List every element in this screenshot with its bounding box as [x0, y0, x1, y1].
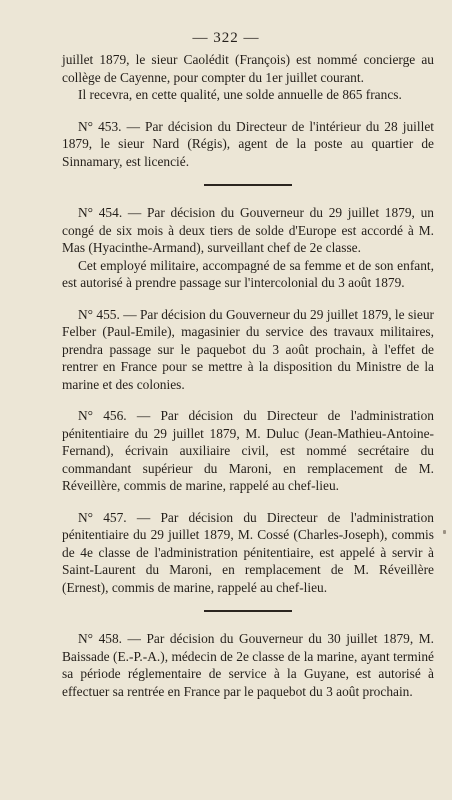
section-divider	[204, 184, 292, 186]
entry-continuation	[62, 51, 434, 104]
entry-paragraph: N° 455. — Par décision du Gouverneur du 29 juillet 1879, le sieur Felber (Paul-Emile), magasinier du service des travaux militaires, prendra passage sur le paquebot du 3 août prochain, à l'effet de rentrer en France pour se mettre à la disposition du Ministre de la marine et des colonies.	[62, 306, 434, 392]
entry-paragraph: N° 456. — Par décision du Directeur de l'administration pénitentiaire du 29 juillet 1879, M. Duluc (Jean-Mathieu-Antoine-Fernand), écrivain auxiliaire civil, est nommé secrétaire du commandant supérieur du Maroni, en remplacement de M. Réveillère, commis de marine, rappelé au chef-lieu.	[62, 408, 434, 493]
section-divider	[204, 610, 292, 612]
entry-456	[62, 407, 434, 495]
document-body	[62, 51, 434, 700]
entry-454	[62, 204, 434, 292]
entry-457	[62, 509, 434, 597]
entry-paragraph: N° 458. — Par décision du Gouverneur du 30 juillet 1879, M. Baissade (E.-P.-A.), médecin de 2e classe de la marine, ayant terminé sa période réglementaire de service à la Guyane, est autorisé à effectuer sa rentrée en France par le paquebot du 3 août prochain.	[62, 631, 434, 699]
page-edge-mark	[443, 530, 446, 534]
entry-453	[62, 118, 434, 171]
entry-paragraph: N° 457. — Par décision du Directeur de l'administration pénitentiaire du 29 juillet 1879, M. Cossé (Charles-Joseph), commis de 4e classe de l'administration pénitentiaire, est appelé à servir à Saint-Laurent du Maroni, en remplacement de M. Réveillère (Ernest), commis de marine, rappelé au chef-lieu.	[62, 509, 434, 595]
entry-paragraph: Cet employé militaire, accompagné de sa femme et de son enfant, est autorisé à prendre passage sur l'intercolonial du 3 août 1879.	[62, 257, 434, 290]
entry-458	[62, 630, 434, 700]
entry-455	[62, 306, 434, 394]
entry-paragraph: Il recevra, en cette qualité, une solde annuelle de 865 francs.	[78, 87, 402, 102]
entry-paragraph: juillet 1879, le sieur Caolédit (François) est nommé concierge au collège de Cayenne, pour compter du 1er juillet courant.	[62, 52, 434, 85]
entry-paragraph: N° 454. — Par décision du Gouverneur du 29 juillet 1879, un congé de six mois à deux tiers de solde d'Europe est accordé à M. Mas (Hyacinthe-Armand), surveillant chef de 2e classe.	[62, 205, 434, 255]
page-number: — 322 —	[192, 30, 260, 46]
entry-paragraph: N° 453. — Par décision du Directeur de l'intérieur du 28 juillet 1879, le sieur Nard (Régis), agent de la poste au quartier de Sinnamary, est licencié.	[62, 118, 434, 169]
